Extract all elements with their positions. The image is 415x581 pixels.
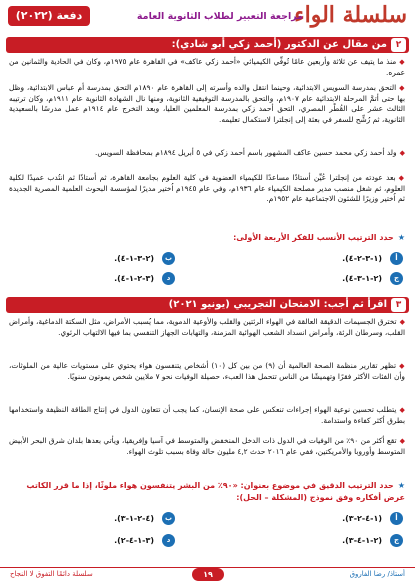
section-2-number: ٣ bbox=[391, 298, 406, 312]
bullet-icon: ◆ bbox=[398, 174, 405, 182]
footer-author: أستاذ/ رضا الفاروق bbox=[349, 570, 405, 578]
section-2-title: اقرأ ثم أجب: الامتحان التجريبي (يونيو ٢٠٢١) bbox=[168, 299, 387, 310]
footer-series: سلسلة دائمًا التفوق لا النجاح bbox=[10, 570, 93, 578]
star-icon: ★ bbox=[397, 233, 405, 242]
bullet-icon: ◆ bbox=[399, 406, 406, 414]
choice-letter-icon: أ bbox=[390, 512, 403, 525]
section-1-choice-b[interactable]: ب(٢-٣-١-٤). bbox=[114, 252, 175, 266]
section-2-choice-b[interactable]: ب(٤-٢-١-٣). bbox=[114, 512, 175, 526]
section-1-paragraph-1: ◆منذ ما يتيف عن ثلاثة وأربعين عامًا تُوفِّي الكيميائي «أحمد زكي عاكف» في القاهرة عام ١٩٧٥م، وكان في الحادية والثمانين من عمره. bbox=[9, 57, 405, 77]
section-2-paragraph-2: ◆تظهر تقارير منظمة الصحة العالمية أن (٩) من بين كل (١٠) أشخاص يتنفسون هواء يحتوي على مستويات عالية من الملوثات، وأن الفئات الأكثر فقرًا وتهميشًا من الناس تتحمل هذا العبء، حصيلة الوفيات نحو ٧ ملايين شخص يموتون سنويًا. bbox=[9, 361, 405, 381]
bullet-icon: ◆ bbox=[399, 58, 405, 66]
choice-letter-icon: د bbox=[162, 534, 175, 547]
bullet-icon: ◆ bbox=[399, 318, 405, 326]
page-number: ١٩ bbox=[192, 568, 224, 581]
choice-letter-icon: ج bbox=[390, 272, 403, 285]
bullet-icon: ◆ bbox=[399, 84, 405, 92]
choice-letter-icon: أ bbox=[390, 252, 403, 265]
section-1-paragraph-4: ◆بعد عودته من إنجلترا عُيِّن أستاذًا مساعدًا للكيمياء العضوية في كلية العلوم بجامعة القاهرة، ثم أستاذًا ثم انتُدب عميدًا لكلية العلوم، ثم شغل منصب مدير مصلحة الكيمياء عام ١٩٣٦م، وفي عام ١٩٤٥م اُختير مديرًا لمؤسسة البحوث العلمية المصرية الجديدة ثم اُختير وزيرًا للشئون الاجتماعية عام ١٩٥٢م. bbox=[9, 173, 406, 204]
section-1-bar bbox=[6, 37, 409, 53]
star-icon: ★ bbox=[397, 481, 405, 490]
brand-logo: سلسلة الواء bbox=[294, 2, 407, 28]
page-header bbox=[0, 0, 415, 34]
header-subtitle: مراجعة التعبير لطلاب الثانوية العامة bbox=[136, 11, 303, 22]
section-1-question: ★حدد الترتيب الأنسب للفكر الأربعة الأولى: bbox=[233, 233, 405, 242]
section-1-paragraph-3: ◆ولد أحمد زكي محمد حسين عاكف المشهور باسم أحمد زكي في ٥ أبريل ١٨٩٤م بمحافظة السويس. bbox=[95, 148, 405, 157]
bullet-icon: ◆ bbox=[399, 437, 405, 445]
section-1-choice-a[interactable]: أ(١-٣-٢-٤). bbox=[342, 252, 403, 266]
section-2-paragraph-4: ◆تقع أكثر من ٩٠٪ من الوفيات في الدول ذات الدخل المنخفض والمتوسط في آسيا وإفريقيا، ويأتي بعدها بلدان شرق البحر الأبيض المتوسط وأوروبا والأمريكتين، ففي عام ٢٠١٦ حدث ٤,٢ مليون حالة وفاة بسبب تلوث الهواء. bbox=[9, 436, 405, 456]
section-2-choice-a[interactable]: أ(١-٤-٢-٣). bbox=[342, 512, 403, 526]
bullet-icon: ◆ bbox=[399, 362, 405, 370]
section-2-question: ★حدد الترتيب الدقيق في موضوع بعنوان: «٩٠٪ من البشر يتنفسون هواء ملوثًا، إذا ما قرر الكاتب عرض أفكاره وفق نموذج (المشكلة – الحل): bbox=[26, 481, 405, 502]
section-1-paragraph-2: ◆التحق بمدرسة السويس الابتدائية، وحينما انتقل والده وأسرته إلى القاهرة عام ١٨٩٠م التحق بمدرسة أم عباس الابتدائية، وظل بها حتى أتمَّ المرحلة الابتدائية عام ١٩٠٧م، والتحق بالمدرسة التوفيقية الثانوية، ومنها نال الشهادة الثانوية عام ١٩١١م، وكان ترتيبه الثالث عشر على القُطْر المصري، التحق أحمد زكي بمدرسة المعلمين العليا، وبعد التخرج عام ١٩١٤م عمل مدرسًا بالسعيدية الثانوية، ثم رُشِّح للسفر في بعثة إلى إنجلترا لاستكمال تعليمه. bbox=[9, 83, 406, 124]
section-2-paragraph-1: ◆تخترق الجسيمات الدقيقة العالقة في الهواء الرئتين والقلب والأوعية الدموية، مما يُسبب الأمراض، مثل السكتة الدماغية، وأمراض القلب، وسرطان الرئة، وأمراض انسداد الشعب الهوائية المزمنة، والتهابات الجهاز التنفسي بما فيها الالتهاب الرئوي. bbox=[9, 317, 405, 337]
section-1-title: من مقال عن الدكتور (أحمد زكي أبو شادي): bbox=[171, 39, 387, 50]
section-1-choice-d[interactable]: د(٣-٢-١-٤). bbox=[114, 272, 175, 286]
section-2-bar bbox=[6, 297, 409, 313]
section-2-paragraph-3: ◆يتطلب تحسين نوعية الهواء إجراءات تنعكس على صحة الإنسان، كما يجب أن تتعاون الدول في إنتاج الطاقة النظيفة واستخدامها بطرق أكثر كفاءة واستدامة. bbox=[9, 405, 406, 425]
choice-letter-icon: ج bbox=[390, 534, 403, 547]
bullet-icon: ◆ bbox=[399, 149, 405, 157]
page-footer bbox=[0, 567, 415, 581]
section-1-choice-c[interactable]: ج(٢-١-٣-٤). bbox=[342, 272, 403, 286]
choice-letter-icon: د bbox=[162, 272, 175, 285]
section-2-choice-c[interactable]: ج(٢-١-٤-٣). bbox=[342, 534, 403, 548]
section-1-number: ٢ bbox=[391, 38, 406, 52]
section-2-choice-d[interactable]: د(٣-١-٤-٢). bbox=[114, 534, 175, 548]
choice-letter-icon: ب bbox=[162, 512, 175, 525]
batch-badge: دفعة (٢٠٢٢) bbox=[8, 6, 90, 26]
choice-letter-icon: ب bbox=[162, 252, 175, 265]
